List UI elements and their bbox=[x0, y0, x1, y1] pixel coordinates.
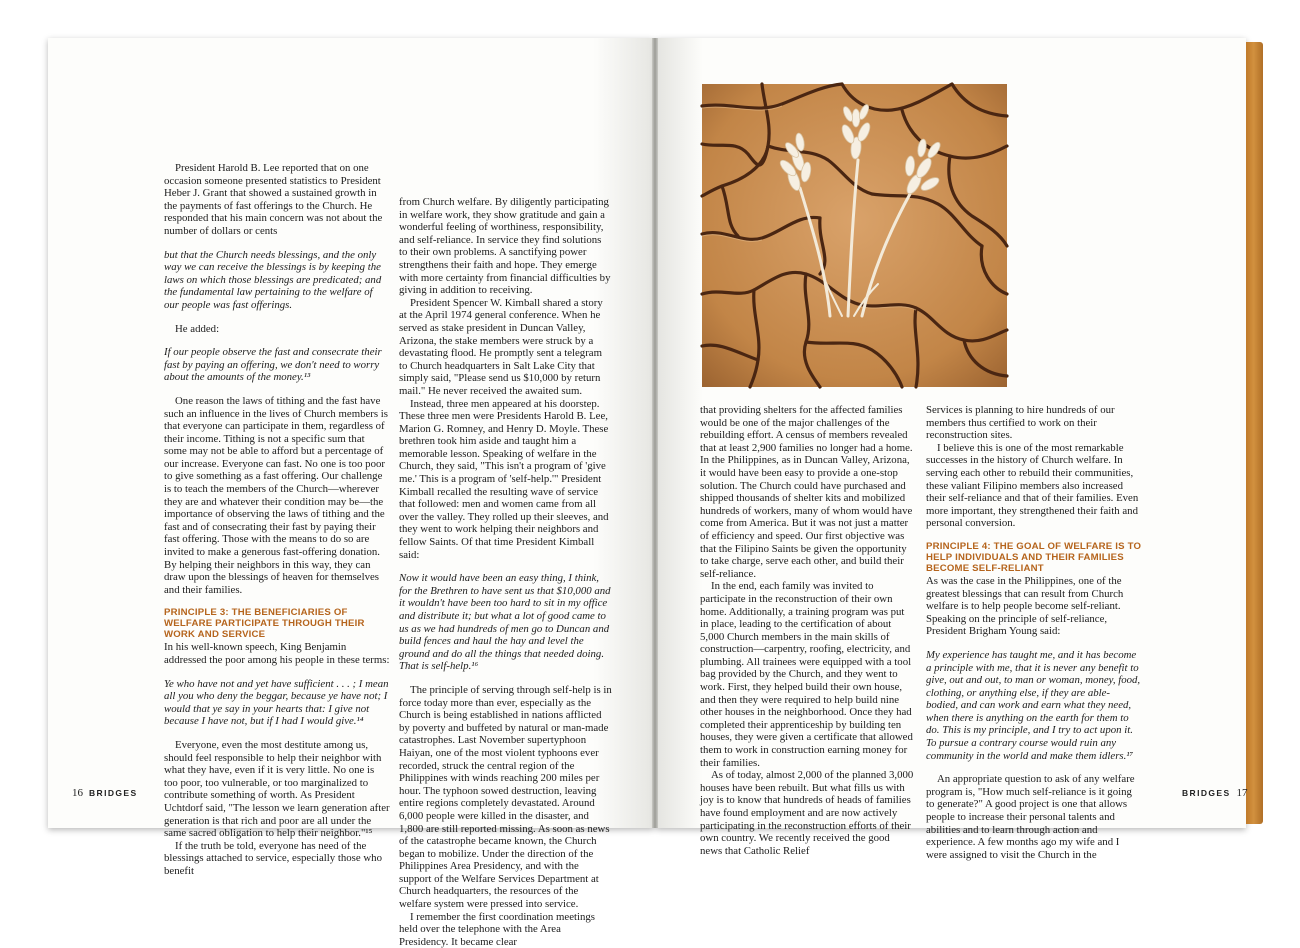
page-number: 16 bbox=[72, 787, 83, 799]
column-2 bbox=[399, 196, 612, 948]
block-quote: Now it would have been an easy thing, I think, for the Brethren to have sent us that $10,000 and it wouldn't have been too hard to sit in my office and distribute it; but what a lot of good came to us as we had hundreds of men go to Duncan and build fences and haul the hay and level the ground and do all the things that needed doing. That is self-help.¹⁶ bbox=[399, 572, 611, 673]
paragraph: One reason the laws of tithing and the fast have such an influence in the lives of Church members is that everyone can participate in them, regardless of their income. Tithing is not a specific sum that some may not be able to afford but a percentage of our increase. Everyone can fast. No one is too poor to give something as a fast offering. Our challenge is to teach the members of the Church—wherever they are and whatever their condition may be—the importance of observing the laws of tithing and the fast and of consecrating their fast by paying their fast offering. Those with the means to do so are invited to make a generous fast-offering donation. By helping their neighbors in this way, they can draw upon the blessings of heaven for themselves and their families. bbox=[164, 394, 388, 596]
paragraph: As was the case in the Philippines, one of the greatest blessings that can result from Church welfare is to help people become self-reliant. Speaking on the principle of self-reliance, President Brigham Young said: bbox=[926, 574, 1124, 638]
paragraph: Services is planning to hire hundreds of our members thus certified to work on their reconstruction sites. bbox=[926, 404, 1115, 442]
folio-left bbox=[72, 787, 144, 799]
section-heading-principle-3: PRINCIPLE 3: THE BENEFICIARIES OF WELFARE PARTICIPATE THROUGH THEIR WORK AND SERVICE bbox=[164, 607, 365, 641]
block-quote: If our people observe the fast and consecrate their fast by paying an offering, we don't need to worry about the amounts of the money.¹³ bbox=[164, 346, 382, 384]
paragraph: I believe this is one of the most remarkable successes in the history of Church welfare. In serving each other to rebuild their communities, these valiant Filipino members also increased their self-reliance and that of their families. Even more important, they strengthened their faith and personal conversion. bbox=[926, 441, 1139, 530]
paragraph: The principle of serving through self-help is in force today more than ever, especially as the Church is being established in nations afflicted by poverty and buffeted by natural or man-made catastrophes. Last November supertyphoon Haiyan, one of the most violent typhoons ever recorded, struck the central region of the Philippines with winds reaching 200 miles per hour. The typhoon sowed destruction, leaving entire regions completely devastated. Around 6,000 people were killed in the disaster, and 1,800 are still reported missing. As soon as news of the catastrophe became known, the Church began to mobilize. Under the direction of the Philippines Area Presidency, and with the support of the Welfare Services Department at Church headquarters, the resources of the welfare system were pressed into service. bbox=[399, 683, 612, 911]
paragraph: that providing shelters for the affected families would be one of the major challenges of the rebuilding effort. A census of members revealed that at least 2,900 families no longer had a home. In the Philippines, as in Duncan Valley, Arizona, it would have been easy to provide a one-stop solution. The Church could have purchased and shipped thousands of shelter kits and mobilized hundreds of workers, many of whom would have come from America. But it was not just a matter of efficiency and speed. Our first objective was that the Filipino Saints be given the opportunity to take charge, serve each other, and build their self-reliance. bbox=[700, 404, 913, 580]
block-quote: Ye who have not and yet have sufficient . . . ; I mean all you who deny the beggar, because ye have not; I would that ye say in your hearts that: I give not because I have not, but if I had I would give.¹⁴ bbox=[164, 677, 389, 728]
folio-right bbox=[1176, 787, 1248, 799]
paragraph: President Harold B. Lee reported that on one occasion someone presented statistics to President Heber J. Grant that showed a sustained growth in the payments of fast offerings to the Church. He responded that his main concern was not about the number of dollars or cents bbox=[164, 162, 383, 237]
section-heading-principle-4: PRINCIPLE 4: THE GOAL OF WELFARE IS TO HELP INDIVIDUALS AND THEIR FAMILIES BECOME SELF-RELIANT bbox=[926, 540, 1142, 574]
book-spine bbox=[652, 38, 658, 828]
column-1 bbox=[164, 162, 390, 877]
paragraph: I remember the first coordination meetings held over the telephone with the Area Presidency. It became clear bbox=[399, 910, 595, 948]
column-4 bbox=[926, 404, 1142, 861]
block-quote: but that the Church needs blessings, and the only way we can receive the blessings is by keeping the laws on which those blessings are predicated; and the fundamental law pertaining to the welfare of our people was fast offerings. bbox=[164, 248, 382, 311]
column-3 bbox=[700, 404, 914, 857]
paragraph: In his well-known speech, King Benjamin addressed the poor among his people in these terms: bbox=[164, 641, 390, 666]
page-number: 17 bbox=[1236, 787, 1248, 799]
paragraph: Instead, three men appeared at his doorstep. These three men were Presidents Harold B. Lee, Marion G. Romney, and Henry D. Moyle. These brethren took him aside and taught him a memorable lesson. Speaking of welfare in the Church, they said, "This isn't a program of 'give me.' This is a program of 'self-help.'" President Kimball recalled the resulting wave of service that followed: men and women came from all over the valley. They rolled up their sleeves, and they went to work helping their neighbors and fellow Saints. Of that time President Kimball said: bbox=[399, 397, 609, 561]
paragraph: In the end, each family was invited to participate in the reconstruction of their own home. Additionally, a training program was put in place, leading to the certification of about 5,000 Church members in the main skills of construction—carpentry, roofing, electricity, and plumbing. All trainees were equipped with a tool bag provided by the Church, and they went to work. First, they helped build their own house, and then they were required to help build nine other houses in the neighborhood. Once they had completed their apprenticeship by building ten houses, they were given a certificate that allowed them to work in construction earning money for their families. bbox=[700, 580, 913, 769]
paragraph: If the truth be told, everyone has need of the blessings attached to service, especially those who benefit bbox=[164, 839, 382, 877]
paragraph: As of today, almost 2,000 of the planned 3,000 houses have been rebuilt. But what fills us with joy is to know that hundreds of heads of families have found employment and are now actively participating in the reconstruction efforts of their own country. We recently received the good news that Catholic Relief bbox=[700, 769, 914, 857]
magazine-name: BRIDGES bbox=[89, 788, 138, 798]
magazine-name: BRIDGES bbox=[1182, 788, 1231, 798]
paragraph: from Church welfare. By diligently participating in welfare work, they show gratitude and gain a wonderful feeling of worthiness, responsibility, and self-reliance. In service they find solutions to their own problems. A sanctifying power strengthens their faith and hope. They emerge with more certainty from financial difficulties by giving in addition to receiving. bbox=[399, 196, 611, 297]
block-quote: My experience has taught me, and it has become a principle with me, that it is never any benefit to give, out and out, to man or woman, money, food, clothing, or anything else, if they are able-bodied, and can work and earn what they need, when there is anything on the earth for them to do. This is my principle, and I try to act upon it. To pursue a contrary course would ruin any community in the world and make them idlers.¹⁷ bbox=[926, 648, 1141, 762]
page-edge-tab bbox=[1246, 42, 1263, 824]
paragraph: President Spencer W. Kimball shared a story at the April 1974 general conference. When he served as stake president in Duncan Valley, Arizona, the stake members were struck by a devastating flood. He promptly sent a telegram to Church headquarters in Salt Lake City that simply said, "Please send us $10,000 by return mail." He never received the awaited sum. bbox=[399, 296, 603, 397]
paragraph: Everyone, even the most destitute among us, should feel responsible to help their neighbor with what they have, even if it is very little. No one is too poor, too vulnerable, or too marginalized to contribute something of worth. As President Uchtdorf said, "The lesson we learn generation after generation is that rich and poor are all under the same sacred obligation to help their neighbor."¹⁵ bbox=[164, 738, 390, 840]
wheat-cracked-earth-illustration bbox=[702, 84, 1007, 387]
paragraph: An appropriate question to ask of any welfare program is, "How much self-reliance is it going to generate?" A good project is one that allows people to increase their personal talents and abilities and to learn through action and experience. A few months ago my wife and I were assigned to visit the Church in the bbox=[926, 773, 1135, 861]
paragraph: He added: bbox=[175, 322, 220, 335]
